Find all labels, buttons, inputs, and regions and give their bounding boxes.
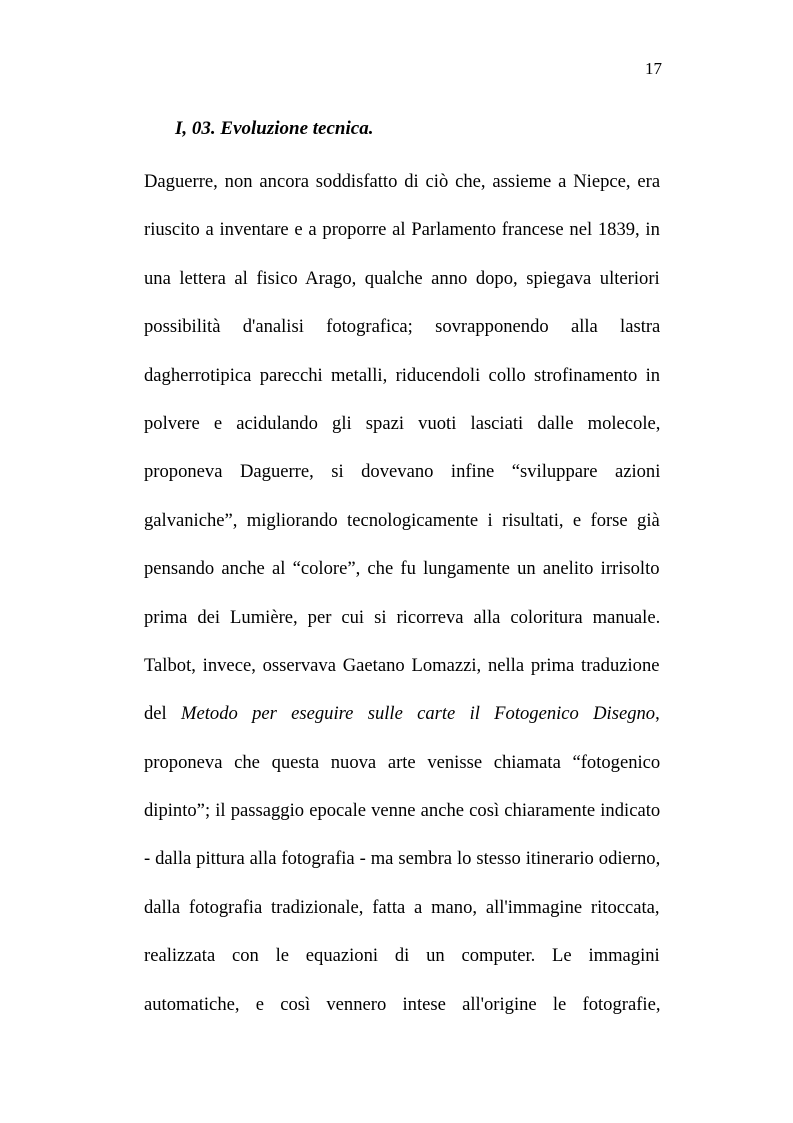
book-title: Metodo per eseguire sulle carte il Fotogenico Disegno — [181, 703, 656, 725]
text-line: polvere e acidulando gli spazi vuoti lasciati dalle molecole, — [144, 412, 660, 434]
text-fragment: , — [655, 703, 660, 725]
section-heading: I, 03. Evoluzione tecnica. — [175, 118, 374, 139]
text-line: prima dei Lumière, per cui si ricorreva alla coloritura manuale. — [144, 606, 660, 628]
text-line: galvaniche”, migliorando tecnologicamente i risultati, e forse già — [144, 509, 660, 531]
text-line: possibilità d'analisi fotografica; sovrapponendo alla lastra — [144, 316, 660, 338]
text-line: proponeva Daguerre, si dovevano infine “sviluppare azioni — [144, 461, 660, 483]
text-line: riuscito a inventare e a proporre al Parlamento francese nel 1839, in — [144, 219, 660, 241]
text-line: dipinto”; il passaggio epocale venne anche così chiaramente indicato — [144, 800, 660, 822]
text-line: dagherrotipica parecchi metalli, riducendoli collo strofinamento in — [144, 364, 660, 386]
text-fragment: del — [144, 703, 167, 725]
text-line: proponeva che questa nuova arte venisse chiamata “fotogenico — [144, 751, 660, 773]
text-line: - dalla pittura alla fotografia - ma sembra lo stesso itinerario odierno, — [144, 848, 660, 870]
text-line: automatiche, e così vennero intese all'origine le fotografie, — [144, 993, 660, 1015]
text-line: pensando anche al “colore”, che fu lungamente un anelito irrisolto — [144, 558, 660, 580]
text-line: dalla fotografia tradizionale, fatta a mano, all'immagine ritoccata, — [144, 896, 660, 918]
body-text — [144, 168, 660, 1039]
text-line: una lettera al fisico Arago, qualche anno dopo, spiegava ulteriori — [144, 267, 660, 289]
page-number: 17 — [645, 59, 662, 78]
text-line-with-title — [144, 700, 660, 748]
text-line: realizzata con le equazioni di un computer. Le immagini — [144, 945, 660, 967]
text-line: Daguerre, non ancora soddisfatto di ciò che, assieme a Niepce, era — [144, 171, 660, 192]
text-line: Talbot, invece, osservava Gaetano Lomazzi, nella prima traduzione — [144, 654, 660, 676]
